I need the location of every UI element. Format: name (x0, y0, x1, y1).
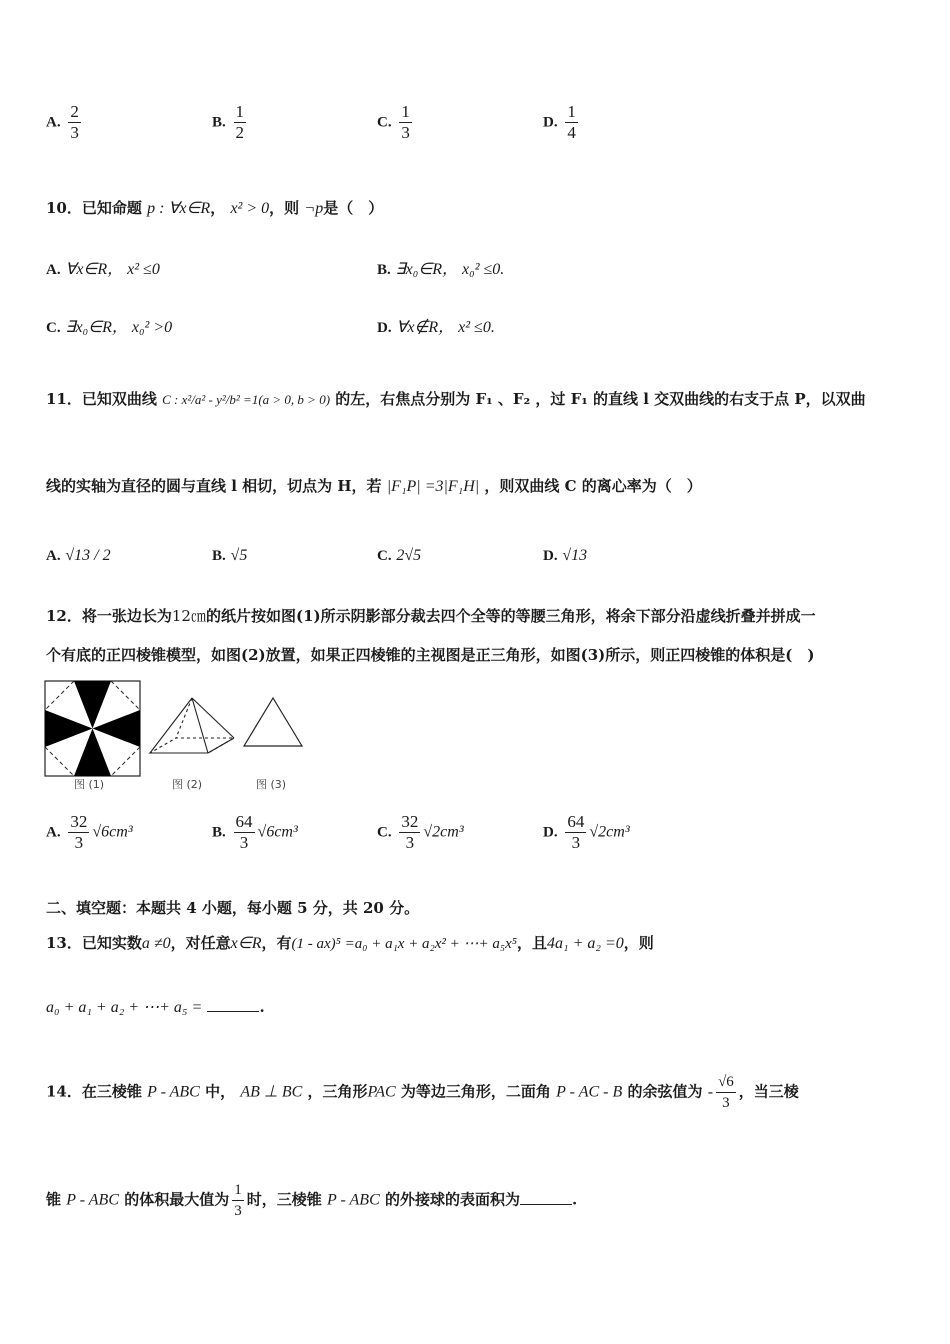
option-letter: A. (46, 114, 61, 131)
q12-option-d[interactable]: D. $\frac{64}{3}$ √2cm³ (543, 812, 630, 852)
fraction: $\frac{32}{3}$ (70, 812, 88, 852)
figure-2-label: 图 (2) (172, 778, 203, 791)
q10-option-b[interactable]: B. ∃x₀∈R， x₀² ≤0. (377, 261, 505, 278)
q12-stem-line1: 12．将一张边长为12㎝的纸片按如图(1)所示阴影部分裁去四个全等的等腰三角形，将余下部分沿虚线折叠并拼成一 (46, 607, 816, 625)
q10-option-a[interactable]: A. ∀x∈R， x² ≤0 (46, 261, 160, 278)
q10-option-d[interactable]: D. ∀x∉R， x² ≤0. (377, 319, 495, 336)
q9-option-d[interactable] (543, 102, 581, 143)
q13-stem: 13．已知实数a ≠0，对任意x∈R，有(1 - ax)⁵ =a₀ + a₁x + a₂x² + ⋯+ a₅x⁵，且4a₁ + a₂ =0，则 (46, 934, 654, 952)
fraction: $\frac{64}{3}$ (235, 812, 253, 852)
option-letter: D. (543, 114, 558, 131)
fraction: $\frac{32}{3}$ (401, 812, 419, 852)
q10-stem: 10．已知命题 p : ∀x∈R， x² > 0，则 ¬p是（ ） (46, 199, 384, 217)
q14-stem-line1: 14．在三棱锥 P - ABC 中， AB ⊥ BC ，三角形PAC 为等边三角形，二面角 P - AC - B 的余弦值为 - $\frac{√6}{3}$ ，当三棱 (46, 1074, 799, 1111)
section-heading: 二、填空题：本题共 4 小题，每小题 5 分，共 20 分。 (46, 899, 420, 917)
figure-2-pyramid (150, 698, 234, 753)
answer-blank[interactable] (520, 1190, 572, 1205)
answer-blank[interactable] (207, 997, 259, 1012)
q11-option-c[interactable]: C. 2√5 (377, 547, 422, 564)
q12-option-c[interactable]: C. $\frac{32}{3}$ √2cm³ (377, 812, 464, 852)
q9-option-b[interactable] (212, 102, 249, 143)
q11-option-d[interactable]: D. √13 (543, 547, 588, 564)
q9-option-c[interactable] (377, 102, 415, 143)
figure-3-triangle (244, 698, 302, 746)
option-letter: B. (212, 114, 226, 131)
q10-option-c[interactable]: C. ∃x₀∈R， x₀² >0 (46, 319, 173, 336)
q12-figures (44, 680, 314, 792)
q12-stem-line2: 个有底的正四棱锥模型，如图(2)放置，如果正四棱锥的主视图是正三角形，如图(3)所示，则正四棱锥的体积是( ) (46, 646, 815, 664)
q13-line2: a₀ + a₁ + a₂ + ⋯+ a₅ = . (46, 998, 265, 1016)
fraction: $\frac{1}{2}$ (235, 102, 245, 142)
fraction: $\frac{1}{3}$ (234, 1182, 242, 1219)
figure-1-square (45, 681, 140, 776)
q11-option-b[interactable]: B. √5 (212, 547, 248, 564)
fraction: $\frac{√6}{3}$ (718, 1074, 734, 1111)
q14-stem-line2: 锥 P - ABC 的体积最大值为 $\frac{1}{3}$ 时，三棱锥 P - ABC 的外接球的表面积为 . (46, 1182, 578, 1219)
q12-option-b[interactable]: B. $\frac{64}{3}$ √6cm³ (212, 812, 298, 852)
fraction: $\frac{64}{3}$ (567, 812, 585, 852)
q9-option-a[interactable] (46, 102, 84, 143)
fraction: $\frac{2}{3}$ (70, 102, 79, 142)
q11-stem-line2: 线的实轴为直径的圆与直线 l 相切，切点为 H，若 |F₁P| =3|F₁H| ，则双曲线 C 的离心率为（ ） (46, 477, 702, 495)
q11-option-a[interactable]: A. √13 / 2 (46, 547, 111, 564)
q11-stem-line1: 11．已知双曲线 C : x²/a² - y²/b² =1(a > 0, b > 0) 的左，右焦点分别为 F₁ 、F₂ ，过 F₁ 的直线 l 交双曲线的右支于点 P，以双曲 (46, 390, 866, 408)
fraction: $\frac{1}{3}$ (401, 102, 410, 142)
q12-option-a[interactable]: A. $\frac{32}{3}$ √6cm³ (46, 812, 133, 852)
figure-3-label: 图 (3) (256, 778, 287, 791)
fraction: $\frac{1}{4}$ (567, 102, 576, 142)
option-letter: C. (377, 114, 392, 131)
figure-1-label: 图 (1) (74, 778, 105, 791)
